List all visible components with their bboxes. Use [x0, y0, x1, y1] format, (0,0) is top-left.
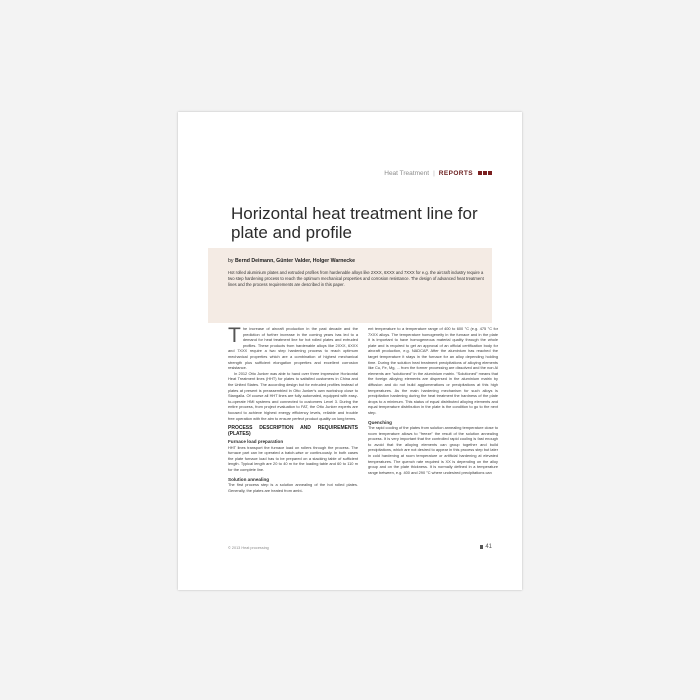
journal-page: [178, 112, 522, 590]
page-number-block: [479, 544, 492, 550]
category-label: REPORTS: [438, 170, 473, 177]
paragraph: [228, 326, 358, 371]
subheading: Furnace load preparation: [228, 439, 284, 445]
footer-copyright: © 2013 Heat processing: [228, 546, 269, 550]
header-separator: |: [433, 170, 435, 177]
section-heading: PROCESS DESCRIPTION AND REQUIREMENTS (PLATES): [228, 425, 358, 438]
authors-prefix: by: [228, 258, 234, 264]
article-title: Horizontal heat treatment line for plate and profile: [231, 204, 478, 242]
paragraph: ent temperature to a temperature range of 400 to 600 °C (e.g. 475 °C for 7XXX alloys. The temperature homogeneity in the furnace and in the plate it is important to have homogeneous material quality through the whole plate and is required to get an approval of an official certification body for aircraft production, e.g. NADCAP. After the aluminium has reached the target temperature it stays in the furnace for an alloy depending holding time. During the solution heat treatment precipitations of alloying elements like Cu, Fe, Mg, ... from the former processing are dissolved and the non Al elements are "solutioned" in the aluminium matrix. "Solutioned" means that the foreign alloying elements are dispersed in the aluminium matrix by diffusion and do not build agglomerations or precipitations at this high temperatures. As the main hardening mechanism for such alloys is precipitation hardening during the heat treatment the hardness of the plate drops to a minimum. This status of equal distributed alloying elements and equal temperature distribution in the plate is the condition to go to the next step.: [368, 326, 498, 415]
header-squares-icon: [477, 170, 492, 177]
text-column-right: [368, 326, 498, 475]
author-line: [228, 258, 484, 264]
running-header: [384, 170, 492, 177]
text-column-left: [228, 326, 358, 493]
section-label: Heat Treatment: [384, 170, 430, 177]
subheading: Solution annealing: [228, 476, 270, 482]
author-names: Bernd Deimann, Günter Valder, Holger Warnecke: [234, 258, 355, 264]
paragraph: The rapid cooling of the plates from solution annealing temperature close to room temperature allows to "freeze" the result of the solution annealing process. It is very important that the controlled rapid cooling is fast enough to avoid that the alloying elements can group together and build precipitations, which are not desired to appear in this process step but later in cold hardening at room temperature or artificial hardening at elevated temperatures. The quench rate required is XX is depending on the alloy group and on the plate thickness. It is normally defined in a temperature range between, e.g. 400 and 290 °C where undesired precipitations can: [368, 425, 498, 475]
paragraph-text: he increase of aircraft production in the past decade and the prediction of further increase in the coming years has led to a demand for heat treatment line for hot rolled plates and extruded profiles. These products from hardenable alloys like 2XXX, 6XXX and 7XXX require a two step hardening process to reach optimum mechanical properties which are a combination of highest mechanical strength plus sufficient elongation properties and excellent corrosion resistance.: [228, 326, 358, 371]
abstract-text: Hot rolled aluminium plates and extruded profiles from hardenable alloys like 2XXX, 6XXX and 7XXX for e.g. the aircraft industry require a two step hardening process to reach the optimum mechanical properties and corrosion resistance. The design of advanced heat treatment lines and the process requirements are described in this paper.: [228, 270, 484, 287]
drop-cap: T: [228, 324, 241, 347]
paragraph: The first process step is a solution annealing of the hot rolled plates. Generally, the plates are heated from ambi-: [228, 482, 358, 493]
abstract-box: [208, 248, 492, 323]
subheading: Quenching: [368, 419, 392, 425]
page-number: 41: [485, 544, 492, 550]
paragraph: HHT lines transport the furnace load on rollers through the process. The furnace part can be operated a batch-wise or continuously. In both cases the plate furnace load has to be prepared on a stacking table of sufficient length. Typical length are 20 to 40 m for the loading table and 60 to 110 m for the complete line.: [228, 444, 358, 473]
paragraph: In 2012 Otto Junker was able to hand over three impressive Horizontal Heat Treatment lines (HHT) for plates to satisfied customers in China and the United States. The according design but for extruded profiles instead of plates at present is preassembled in Otto Junker's own workshop close to Stangalla. Of course all HHT lines are fully automated, equipped with easy-to-operate HMI systems and connected to customers Level 3. During the entire process, from project evaluation to FAT, the Otto Junker experts are focused to achieve highest energy efficiency levels, reliable and trouble free operation with the aim to ensure perfect product quality on long terms.: [228, 370, 358, 421]
square-bullet-icon: [480, 545, 484, 549]
